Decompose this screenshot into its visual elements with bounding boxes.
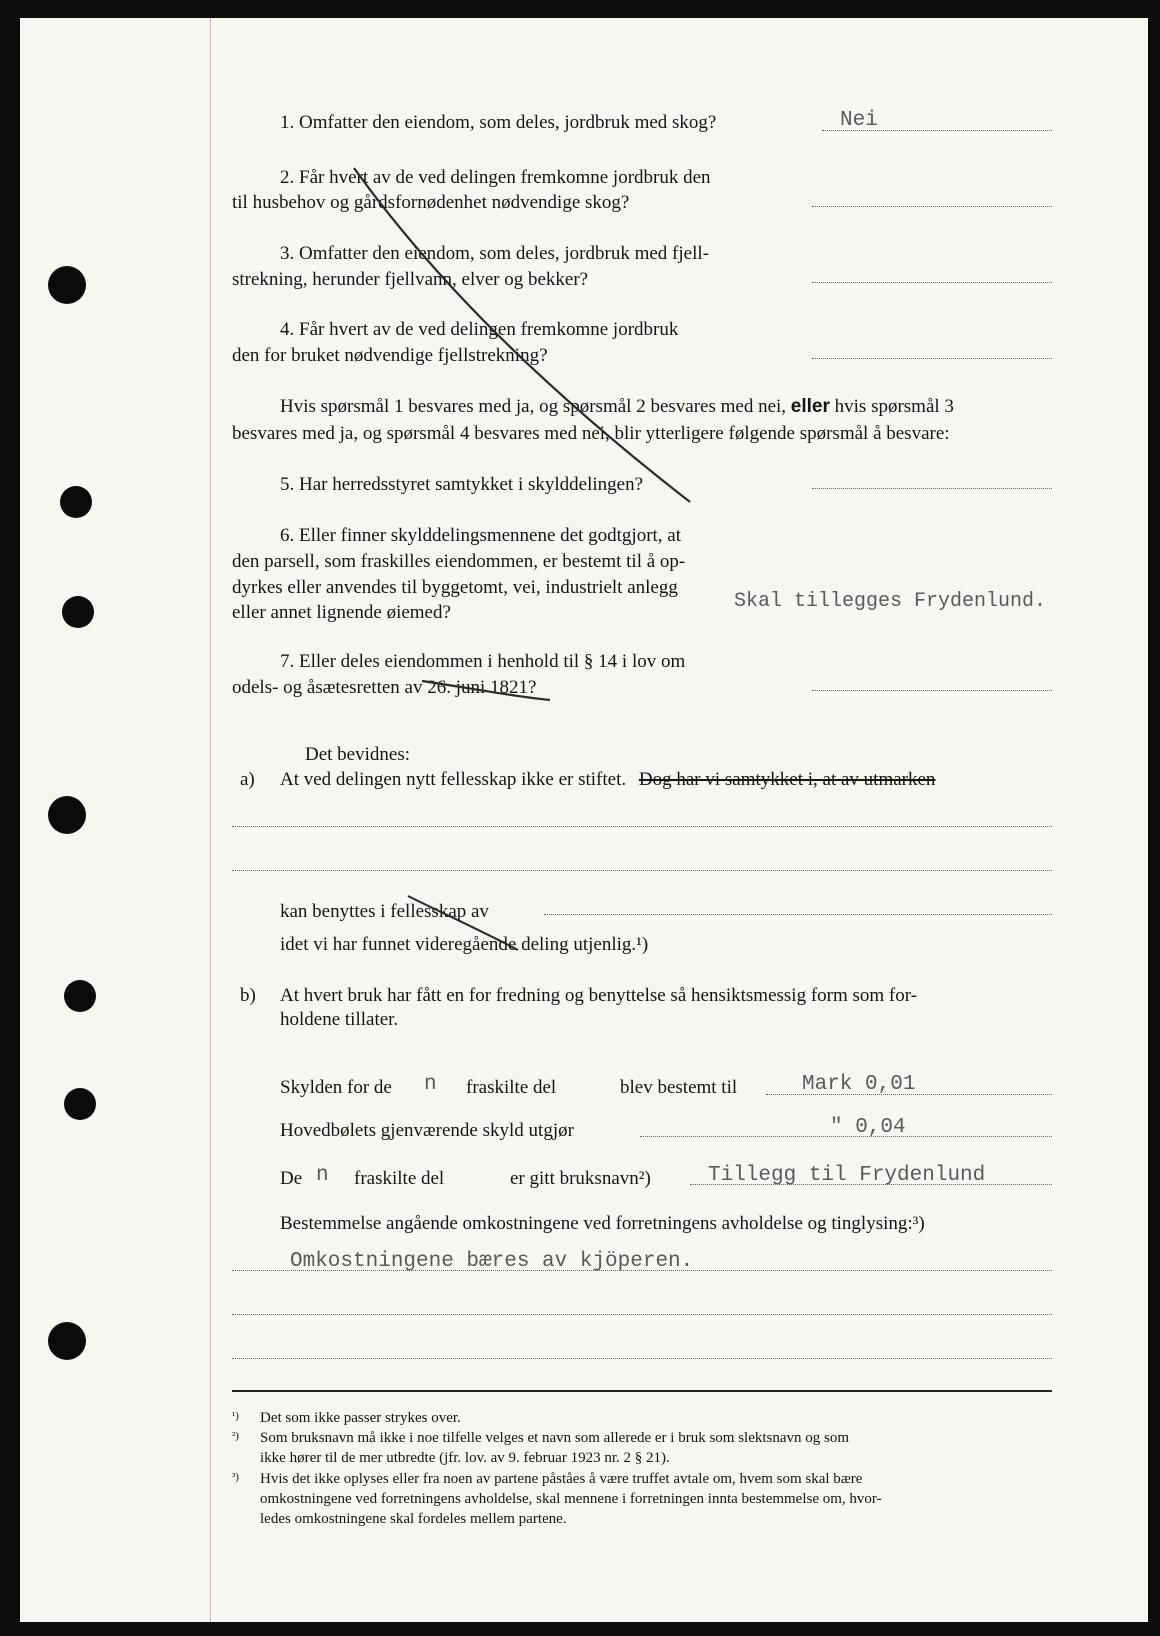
question-6-line-3: dyrkes eller anvendes til byggetomt, vei, industrielt anlegg (232, 577, 678, 598)
bestemmelse-label: Bestemmelse angående omkostningene ved forretningens avholdelse og tinglysing:³) (280, 1213, 925, 1234)
skylden-n: n (424, 1073, 437, 1096)
punch-hole-icon (48, 266, 86, 304)
footnote-3-marker: ³) (232, 1471, 239, 1483)
skylden-label: Skylden for de (280, 1077, 392, 1098)
findings-heading: Det bevidnes: (305, 744, 411, 765)
blank-line (232, 826, 1052, 827)
blank-line (232, 1270, 1052, 1271)
condition-text-line-2: besvares med ja, og spørsmål 4 besvares med nei, blir ytterligere følgende spørsmål å besvare: (232, 423, 950, 444)
punch-hole-icon (64, 980, 96, 1012)
punch-hole-icon (48, 1322, 86, 1360)
footnote-2-line-1: Som bruksnavn må ikke i noe tilfelle velges et navn som allerede er i bruk som slektsnavn og som (260, 1430, 850, 1446)
finding-b-line-2: holdene tillater. (280, 1009, 399, 1030)
question-4-line-2: den for bruket nødvendige fjellstrekning? (232, 345, 548, 366)
punch-hole-icon (64, 1088, 96, 1120)
answer-1: Nei (840, 109, 878, 132)
blank-line (544, 914, 1052, 915)
question-5: 5. Har herredsstyret samtykket i skylddelingen? (280, 474, 644, 495)
question-7-line-1: 7. Eller deles eiendommen i henhold til § 14 i lov om (280, 651, 686, 672)
answer-line-3 (812, 282, 1052, 283)
blank-line (232, 1314, 1052, 1315)
footnote-2-marker: ²) (232, 1430, 239, 1442)
answer-line-7 (812, 690, 1052, 691)
finding-b-line-1: At hvert bruk har fått en for fredning og benyttelse så hensiktsmessig form som for- (280, 985, 918, 1006)
punch-hole-icon (62, 596, 94, 628)
skylden-bestemt: blev bestemt til (620, 1077, 738, 1098)
bruksnavn-value: Tillegg til Frydenlund (708, 1164, 986, 1187)
punch-hole-icon (48, 796, 86, 834)
footnote-1: Det som ikke passer strykes over. (260, 1410, 461, 1426)
footnote-3-line-2: omkostningene ved forretningens avholdelse, skal mennene i forretningen innta bestemmelse om, hvor- (260, 1491, 882, 1507)
question-6-line-1: 6. Eller finner skylddelingsmennene det godtgjort, at (280, 525, 682, 546)
finding-a-idet: idet vi har funnet videregående deling utjenlig.¹) (280, 934, 649, 955)
condition-text-part: hvis spørsmål 3 (834, 396, 954, 417)
question-3-line-2: strekning, herunder fjellvann, elver og bekker? (232, 269, 589, 290)
finding-a-struck-text: Dog har vi samtykket i, at av utmarken (638, 769, 936, 790)
skylden-fraskilte: fraskilte del (466, 1077, 557, 1098)
finding-a-text (280, 770, 935, 789)
question-3-line-1: 3. Omfatter den eiendom, som deles, jordbruk med fjell- (280, 243, 709, 264)
bestemmelse-value: Omkostningene bæres av kjöperen. (290, 1250, 694, 1273)
question-6-line-4: eller annet lignende øiemed? (232, 602, 451, 623)
condition-text-bold: eller (790, 396, 830, 417)
margin-line (210, 18, 211, 1622)
bruksnavn-fraskilte: fraskilte del (354, 1168, 445, 1189)
bruksnavn-de: De (280, 1168, 303, 1189)
footnote-2-line-2: ikke hører til de mer utbredte (jfr. lov. av 9. februar 1923 nr. 2 § 21). (260, 1450, 670, 1466)
finding-a-label: a) (240, 769, 255, 790)
bruksnavn-n: n (316, 1164, 329, 1187)
blank-line (232, 870, 1052, 871)
footnote-3-line-3: ledes omkostningene skal fordeles mellem partene. (260, 1511, 567, 1527)
question-4-line-1: 4. Får hvert av de ved delingen fremkomne jordbruk (280, 319, 679, 340)
blank-line (232, 1358, 1052, 1359)
question-1: 1. Omfatter den eiendom, som deles, jordbruk med skog? (280, 112, 717, 133)
answer-6: Skal tillegges Frydenlund. (734, 590, 1047, 613)
condition-text-line-1 (280, 397, 954, 416)
question-2-line-2: til husbehov og gårdsfornødenhet nødvendige skog? (232, 192, 630, 213)
answer-line-2 (812, 206, 1052, 207)
question-2-line-1: 2. Får hvert av de ved delingen fremkomne jordbruk den (280, 167, 711, 188)
footnote-divider (232, 1390, 1052, 1392)
hovedbol-value: " 0,04 (830, 1116, 906, 1139)
condition-text-part: Hvis spørsmål 1 besvares med ja, og spørsmål 2 besvares med nei, (280, 396, 787, 417)
footnote-1-marker: ¹) (232, 1410, 239, 1422)
bruksnavn-label: er gitt bruksnavn²) (510, 1168, 651, 1189)
skylden-value: Mark 0,01 (802, 1073, 916, 1096)
punch-hole-icon (60, 486, 92, 518)
question-6-line-2: den parsell, som fraskilles eiendommen, er bestemt til å op- (232, 551, 686, 572)
answer-line-5 (812, 488, 1052, 489)
footnote-3-line-1: Hvis det ikke oplyses eller fra noen av partene påståes å være truffet avtale om, hvem som skal bære (260, 1471, 863, 1487)
finding-a-kan: kan benyttes i fellesskap av (280, 901, 489, 922)
question-7-line-2: odels- og åsætesretten av 26. juni 1821? (232, 677, 537, 698)
finding-a-statement: At ved delingen nytt fellesskap ikke er stiftet. (280, 769, 627, 790)
hovedbol-label: Hovedbølets gjenværende skyld utgjør (280, 1120, 574, 1141)
answer-line-4 (812, 358, 1052, 359)
finding-b-label: b) (240, 985, 256, 1006)
